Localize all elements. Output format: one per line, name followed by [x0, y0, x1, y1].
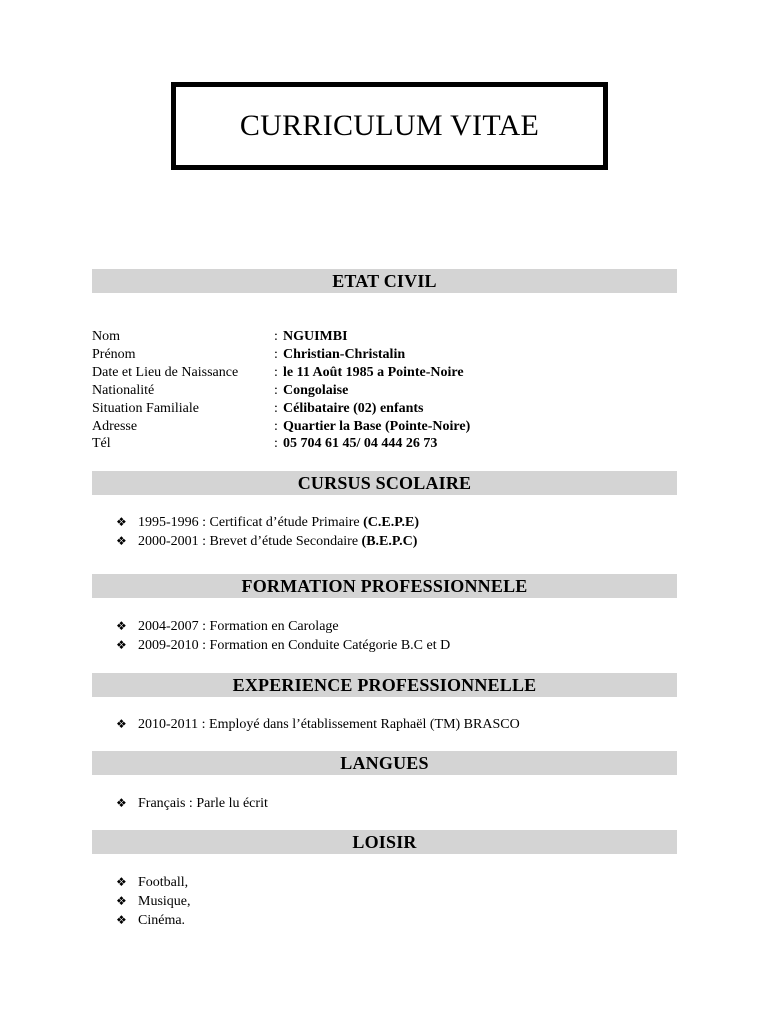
- section-langues: LANGUES: [92, 751, 677, 775]
- list-item: [116, 892, 191, 911]
- list-item: [116, 636, 450, 655]
- civil-colon: :: [274, 347, 278, 362]
- list-item-text: Musique,: [138, 894, 191, 909]
- civil-value: Congolaise: [283, 383, 349, 398]
- list-item-text: Français : Parle lu écrit: [138, 796, 268, 811]
- list-item-text: 1995-1996 : Certificat d’étude Primaire: [138, 515, 364, 530]
- section-formation-professionnelle: FORMATION PROFESSIONNELE: [92, 574, 677, 598]
- list-item: [116, 617, 339, 636]
- list-item: [116, 794, 268, 813]
- section-cursus-scolaire: CURSUS SCOLAIRE: [92, 471, 677, 495]
- diamond-bullet-icon: ❖: [116, 796, 127, 810]
- section-experience-professionnelle: EXPERIENCE PROFESSIONNELLE: [92, 673, 677, 697]
- civil-colon: :: [274, 365, 278, 380]
- list-item-bold: (C.E.P.E): [363, 515, 419, 530]
- civil-colon: :: [274, 329, 278, 344]
- list-item-text: 2009-2010 : Formation en Conduite Catégorie B.C et D: [138, 638, 451, 653]
- list-item-text: 2004-2007 : Formation en Carolage: [138, 619, 339, 634]
- civil-value: le 11 Août 1985 a Pointe-Noire: [283, 365, 464, 380]
- civil-colon: :: [274, 383, 278, 398]
- diamond-bullet-icon: ❖: [116, 534, 127, 548]
- list-item: [116, 911, 185, 930]
- list-item-bold: (B.E.P.C): [361, 534, 418, 549]
- diamond-bullet-icon: ❖: [116, 913, 127, 927]
- civil-colon: :: [274, 401, 278, 416]
- diamond-bullet-icon: ❖: [116, 875, 127, 889]
- cv-title-box: [171, 82, 608, 170]
- list-item-text: Cinéma.: [138, 913, 186, 928]
- civil-value: NGUIMBI: [283, 329, 348, 344]
- list-item: [116, 532, 417, 551]
- list-item: [116, 715, 520, 734]
- diamond-bullet-icon: ❖: [116, 515, 127, 529]
- civil-label: Date et Lieu de Naissance: [92, 365, 239, 380]
- list-item: [116, 513, 419, 532]
- diamond-bullet-icon: ❖: [116, 717, 127, 731]
- civil-label: Nom: [92, 329, 120, 344]
- civil-value: 05 704 61 45/ 04 444 26 73: [283, 436, 438, 451]
- civil-colon: :: [274, 419, 278, 434]
- section-etat-civil: ETAT CIVIL: [92, 269, 677, 293]
- diamond-bullet-icon: ❖: [116, 638, 127, 652]
- list-item-text: Football,: [138, 875, 189, 890]
- civil-label: Situation Familiale: [92, 401, 199, 416]
- section-loisir: LOISIR: [92, 830, 677, 854]
- civil-colon: :: [274, 436, 278, 451]
- civil-label: Tél: [92, 436, 111, 451]
- list-item-text: 2010-2011 : Employé dans l’établissement Raphaël (TM) BRASCO: [138, 717, 520, 732]
- civil-label: Prénom: [92, 347, 136, 362]
- civil-value: Christian-Christalin: [283, 347, 406, 362]
- diamond-bullet-icon: ❖: [116, 619, 127, 633]
- civil-value: Célibataire (02) enfants: [283, 401, 424, 416]
- list-item-text: 2000-2001 : Brevet d’étude Secondaire: [138, 534, 362, 549]
- civil-value: Quartier la Base (Pointe-Noire): [283, 419, 471, 434]
- civil-label: Nationalité: [92, 383, 155, 398]
- diamond-bullet-icon: ❖: [116, 894, 127, 908]
- cv-title: CURRICULUM VITAE: [239, 109, 540, 142]
- list-item: [116, 873, 188, 892]
- civil-label: Adresse: [92, 419, 138, 434]
